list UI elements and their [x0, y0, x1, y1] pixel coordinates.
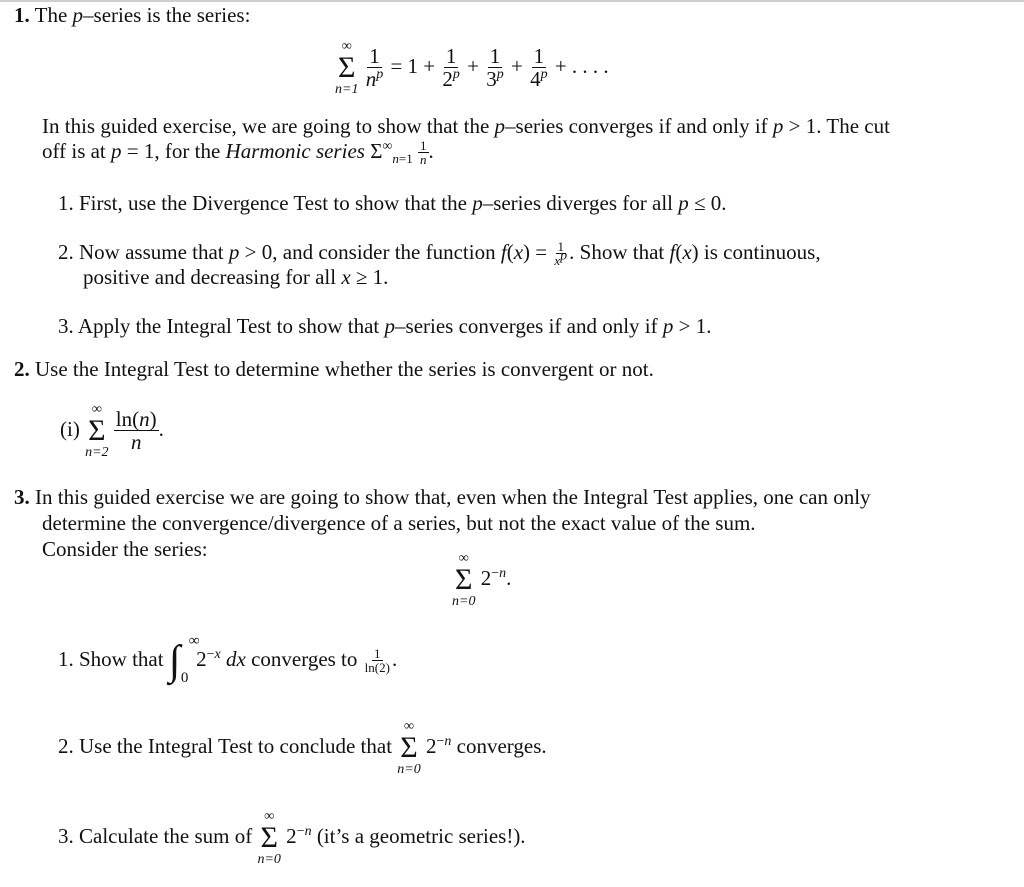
- q1-paragraph-line1: In this guided exercise, we are going to show that the p–series converges if and only if p > 1. The cut: [42, 114, 890, 138]
- q1-step-3: 3. Apply the Integral Test to show that p–series converges if and only if p > 1.: [58, 314, 712, 338]
- q3-step-3: 3. Calculate the sum of ∞ Σ n=0 $2^{-n}$ (it’s a geometric series!).: [58, 809, 526, 867]
- q1-number: 1.: [14, 3, 30, 27]
- q1-step-2-cont: positive and decreasing for all x ≥ 1.: [83, 265, 389, 289]
- q3-series: ∞ Σ n=0 $2^{-n}$.: [452, 551, 512, 609]
- q1-paragraph-line2: off is at p = 1, for the Harmonic series $\Sigma^\infty_{n=1}$ $\frac{1}{n}$ .: [42, 137, 434, 168]
- q3-step-1: 1. Show that ∫ ∞ 0 $2^{-x}$ dx converges to $\frac{1}{\ln(2)}$ .: [58, 633, 398, 686]
- q1-intro: The p–series is the series:: [34, 3, 251, 27]
- q1-step-2: 2. Now assume that p > 0, and consider the function f(x) = $\frac{1}{x^p}$ . Show that f(x) is continuous,: [58, 238, 821, 269]
- q2-part-i: (i) ∞ Σ n=2 $\frac{\ln(n)}{n}$ .: [60, 402, 164, 460]
- q3-line2: determine the convergence/divergence of a series, but not the exact value of the sum.: [42, 511, 756, 535]
- q2-text: Use the Integral Test to determine whether the series is convergent or not.: [35, 357, 654, 381]
- q1-step-1: 1. First, use the Divergence Test to show that the p–series diverges for all p ≤ 0.: [58, 191, 727, 215]
- sum-symbol: ∞ Σ n=1: [335, 39, 359, 97]
- q3-line1: 3. In this guided exercise we are going to show that, even when the Integral Test applies, one can only: [14, 485, 871, 509]
- q2-part-label: (i): [60, 417, 80, 442]
- q1-series-formula: ∞ Σ n=1 $\frac{1}{n^p}$ = 1 + $\frac{1}{2^p}$ + $\frac{1}{3^p}$ + $\frac{1}{4^p}$ + . . . .: [335, 39, 609, 97]
- q3-line3: Consider the series:: [42, 537, 208, 561]
- q3-step-2: 2. Use the Integral Test to conclude that ∞ Σ n=0 $2^{-n}$ converges.: [58, 719, 547, 777]
- integral-symbol: ∫ ∞ 0: [168, 633, 200, 686]
- q2-heading: 2. Use the Integral Test to determine whether the series is convergent or not.: [14, 357, 654, 381]
- q1-heading: [14, 2, 250, 28]
